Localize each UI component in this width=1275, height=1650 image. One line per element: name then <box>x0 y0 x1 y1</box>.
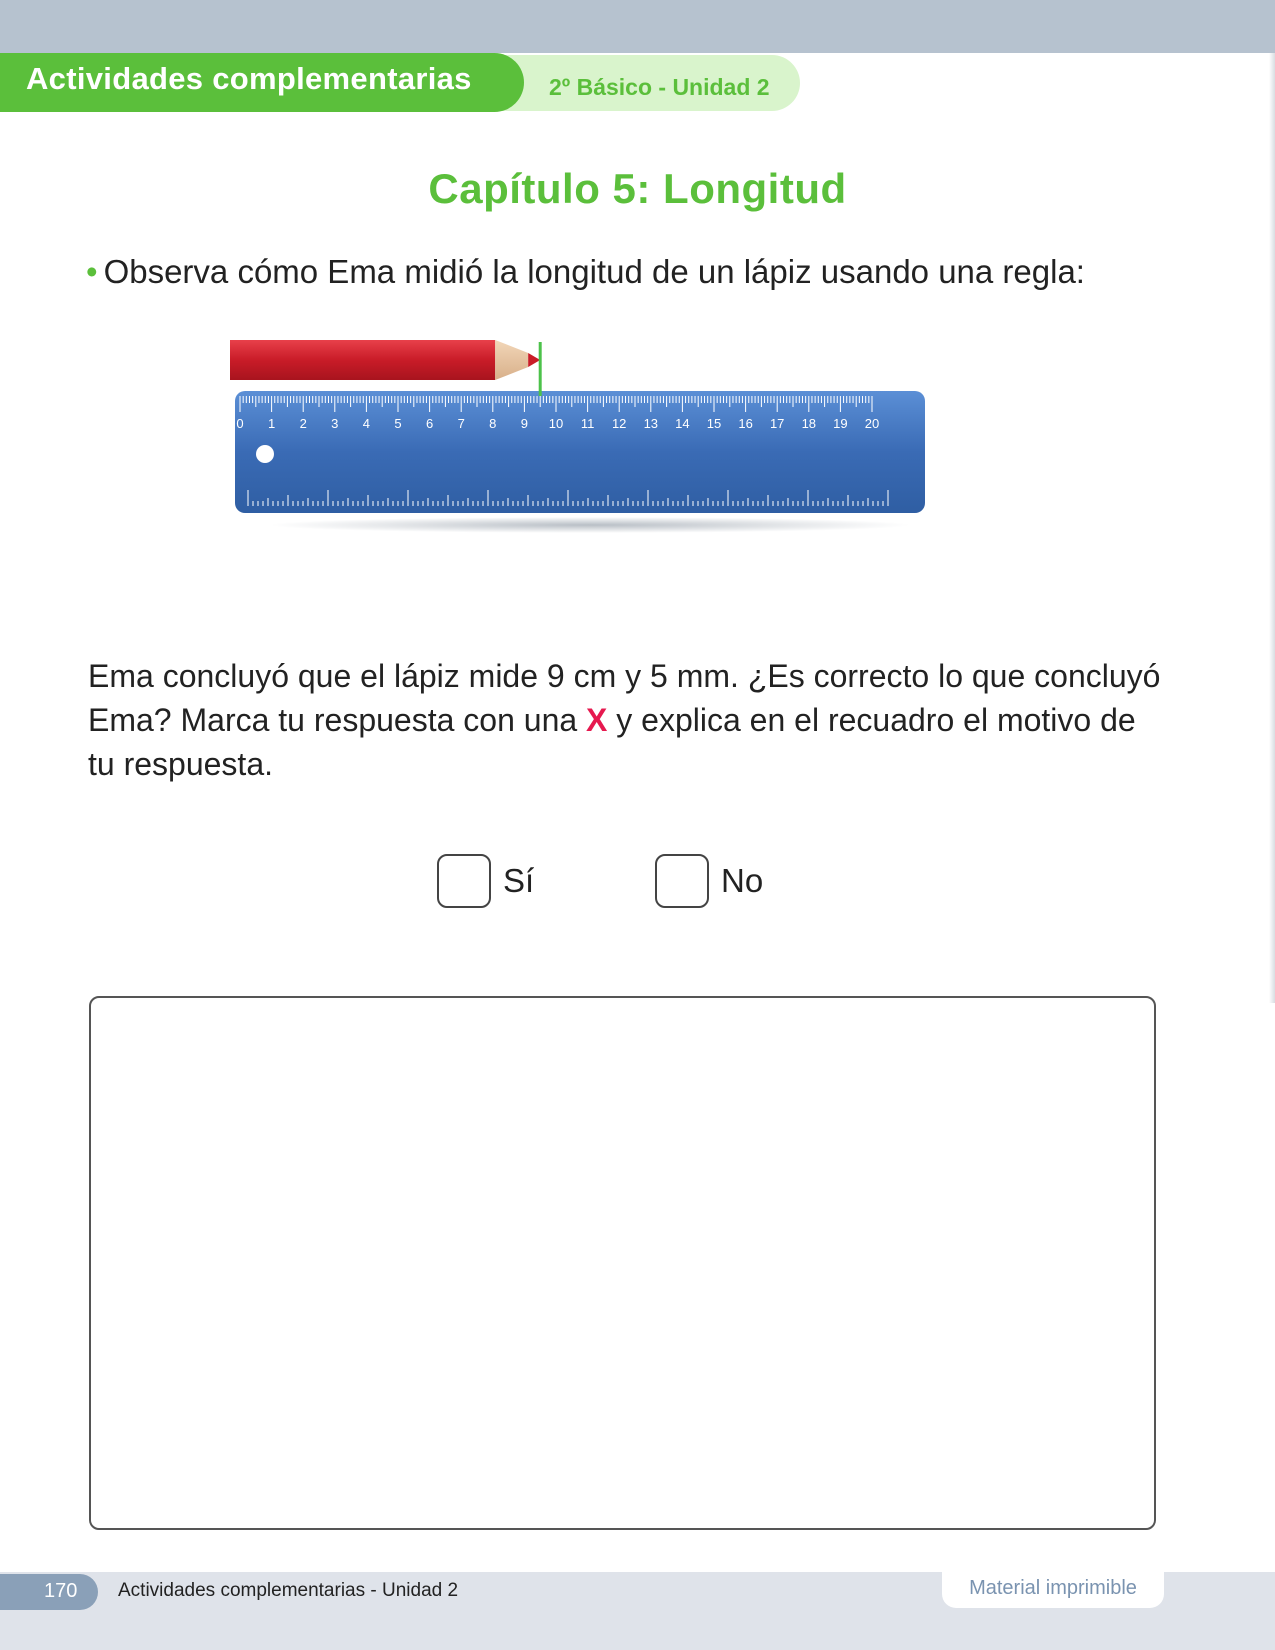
ruler-illustration <box>230 336 950 546</box>
x-mark-icon: X <box>586 702 608 738</box>
header-subtitle: 2º Básico - Unidad 2 <box>549 74 770 100</box>
pencil-wood <box>495 340 528 380</box>
ruler-tick-label: 11 <box>580 416 595 431</box>
option-no[interactable] <box>655 852 763 910</box>
checkbox-yes[interactable] <box>437 854 491 908</box>
ruler-tick-label: 5 <box>394 416 402 431</box>
ruler-tick-label: 20 <box>864 416 880 431</box>
ruler-tick-label: 14 <box>675 416 690 431</box>
ruler-tick-label: 18 <box>801 416 817 431</box>
top-bar <box>0 0 1275 53</box>
pencil <box>230 340 540 380</box>
footer-text: Actividades complementarias - Unidad 2 <box>118 1580 459 1601</box>
ruler-tick-label: 16 <box>738 416 753 431</box>
ruler-tick-label: 12 <box>611 416 627 431</box>
question <box>88 654 1168 786</box>
checkbox-no[interactable] <box>655 854 709 908</box>
option-yes[interactable] <box>437 852 534 910</box>
ruler-tick-label: 8 <box>489 416 497 431</box>
option-no-label: No <box>721 862 764 899</box>
option-yes-label: Sí <box>503 862 535 899</box>
bullet-icon: • <box>86 253 98 290</box>
ruler-tick-label: 17 <box>769 416 785 431</box>
ruler-tick-labels <box>236 416 879 431</box>
ruler-tick-label: 0 <box>236 416 244 431</box>
ruler-tick-label: 9 <box>520 416 529 431</box>
ruler-tick-label: 1 <box>267 416 276 431</box>
instruction-text: Observa cómo Ema midió la longitud de un lápiz usando una regla: <box>103 253 1085 290</box>
ruler-top-ticks <box>240 396 872 412</box>
question-text-1: Ema concluyó que el lápiz mide 9 cm y 5 mm. ¿Es correcto lo que concluyó Ema? Marca tu respuesta con una <box>88 658 1161 738</box>
ruler-tick-label: 7 <box>457 416 465 431</box>
ruler-hole <box>256 445 274 463</box>
ruler-shadow <box>270 517 910 533</box>
ruler-figure <box>230 336 950 546</box>
chapter-title: Capítulo 5: Longitud <box>428 165 847 212</box>
material-label: Material imprimible <box>969 1577 1137 1599</box>
pencil-body <box>230 340 495 380</box>
question-text-2: y explica en el recuadro el motivo de tu respuesta. <box>88 702 1136 782</box>
answer-box[interactable] <box>89 996 1156 1530</box>
ruler-body <box>235 391 925 513</box>
ruler-tick-label: 15 <box>706 416 722 431</box>
page-number: 170 <box>44 1580 78 1602</box>
header-title: Actividades complementarias <box>26 61 472 96</box>
ruler-tick-label: 4 <box>362 416 371 431</box>
ruler-tick-label: 19 <box>833 416 848 431</box>
ruler-tick-label: 10 <box>548 416 564 431</box>
ruler-tick-label: 2 <box>299 416 307 431</box>
ruler-tick-label: 3 <box>331 416 339 431</box>
instruction <box>86 253 1085 291</box>
pencil-lead <box>528 353 540 367</box>
ruler-tick-label: 6 <box>425 416 434 431</box>
ruler-tick-label: 13 <box>643 416 659 431</box>
